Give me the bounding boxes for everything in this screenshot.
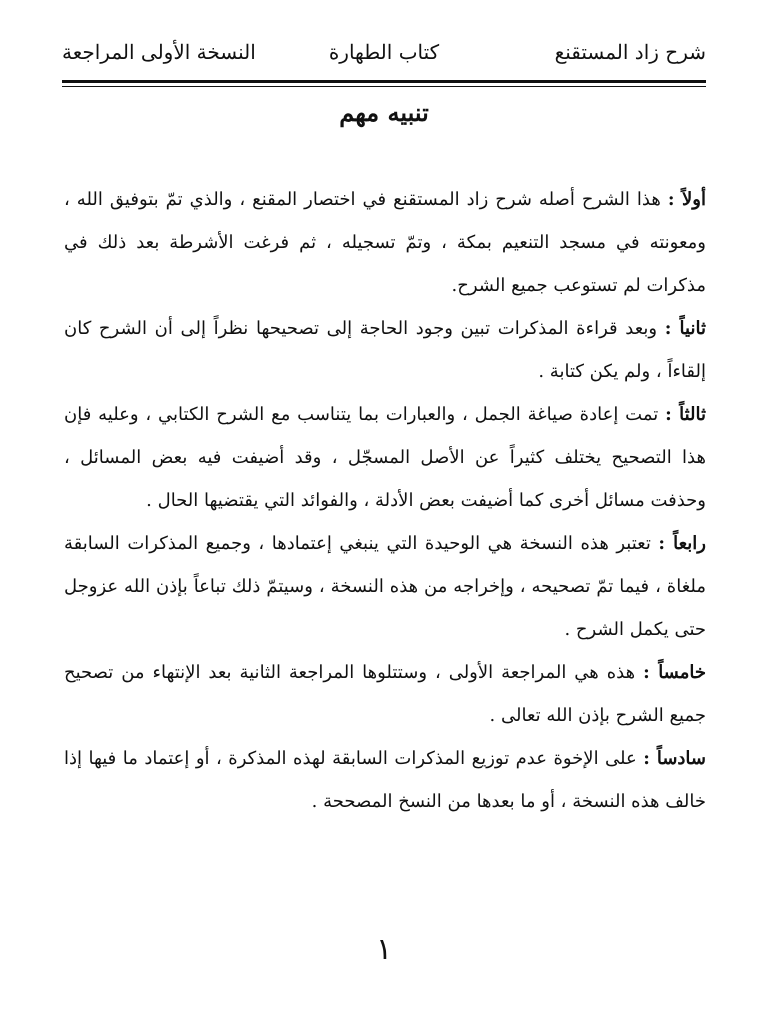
paragraph-fourth (64, 522, 706, 651)
paragraph-third (64, 393, 706, 522)
page-title: تنبيه مهم (339, 98, 429, 127)
running-header (62, 40, 706, 74)
paragraph-lead: ثانياً : (664, 318, 706, 339)
notice-body (64, 178, 706, 823)
paragraph-lead: خامساً : (643, 662, 706, 683)
paragraph-fifth (64, 651, 706, 737)
paragraph-lead: رابعاً : (658, 533, 706, 554)
paragraph-text: تمت إعادة صياغة الجمل ، والعبارات بما يتناسب مع الشرح الكتابي ، وعليه فإن هذا التصحيح يختلف كثيراً عن الأصل المسجّل ، وقد أضيفت فيه بعض المسائل ، وحذفت مسائل أخرى كما أضيفت بعض الأدلة ، والفوائد التي يقتضيها الحال . (64, 404, 706, 511)
paragraph-text: هذا الشرح أصله شرح زاد المستقنع في اختصار المقنع ، والذي تمّ بتوفيق الله ، ومعونته في مسجد التنعيم بمكة ، وتمّ تسجيله ، ثم فرغت الأشرطة بعد ذلك في مذكرات لم تستوعب جميع الشرح. (64, 189, 706, 296)
paragraph-sixth (64, 737, 706, 823)
paragraph-text: وبعد قراءة المذكرات تبين وجود الحاجة إلى تصحيحها نظراً إلى أن الشرح كان إلقاءاً ، ولم يكن كتابة . (64, 318, 706, 382)
header-rule-thick (62, 80, 706, 83)
paragraph-lead: أولاً : (667, 189, 706, 210)
page-number: ١ (375, 932, 393, 967)
paragraph-text: هذه هي المراجعة الأولى ، وستتلوها المراجعة الثانية بعد الإنتهاء من تصحيح جميع الشرح بإذن الله تعالى . (64, 662, 706, 726)
header-edition-label: النسخة الأولى المراجعة (62, 40, 256, 64)
paragraph-second (64, 307, 706, 393)
paragraph-lead: سادساً : (643, 748, 706, 769)
header-chapter-title: كتاب الطهارة (328, 40, 440, 64)
paragraph-text: تعتبر هذه النسخة هي الوحيدة التي ينبغي إعتمادها ، وجميع المذكرات السابقة ملغاة ، فيما تمّ تصحيحه ، وإخراجه من هذه النسخة ، وسيتمّ ذلك تباعاً بإذن الله عزوجل حتى يكمل الشرح . (64, 533, 706, 640)
paragraph-first (64, 178, 706, 307)
paragraph-text: على الإخوة عدم توزيع المذكرات السابقة لهذه المذكرة ، أو إعتماد ما فيها إذا خالف هذه النسخة ، أو ما بعدها من النسخ المصححة . (64, 748, 706, 812)
paragraph-lead: ثالثاً : (665, 404, 706, 425)
header-book-title: شرح زاد المستقنع (554, 40, 706, 64)
header-rule-thin (62, 86, 706, 87)
